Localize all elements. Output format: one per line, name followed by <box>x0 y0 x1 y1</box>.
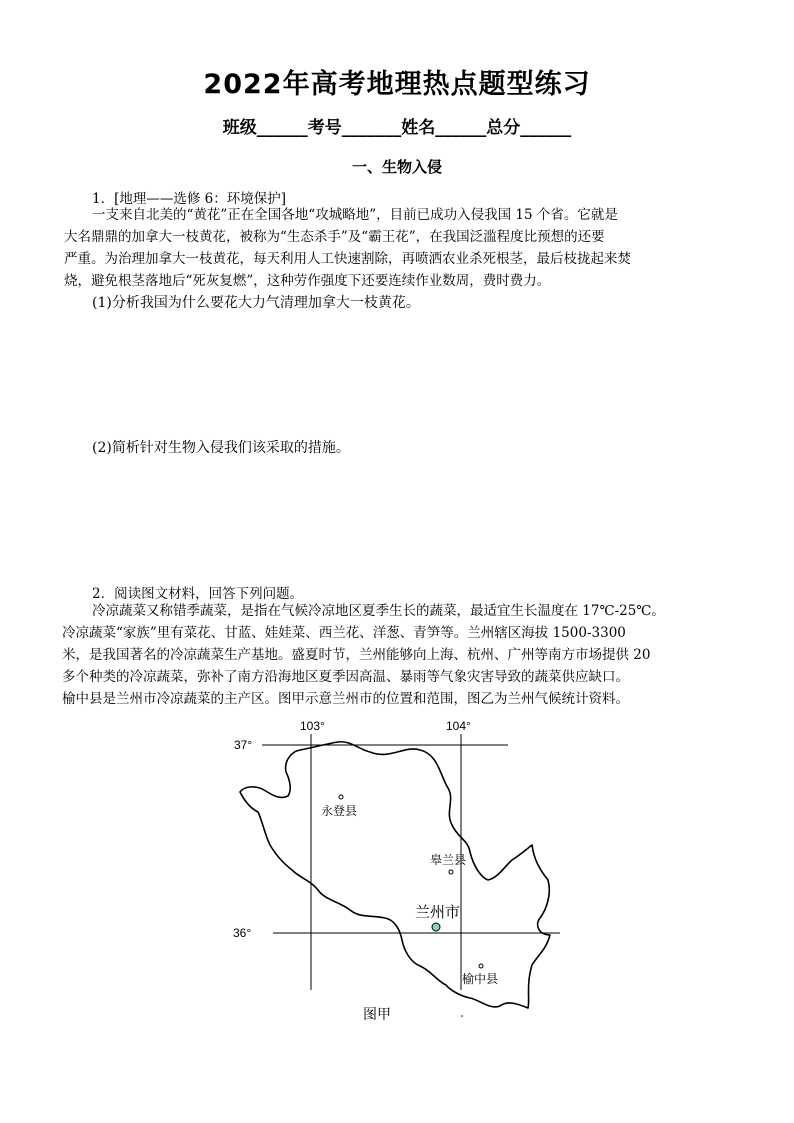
question-2-line-5: 榆中县是兰州市冷凉蔬菜的主产区。图甲示意兰州市的位置和范围，图乙为兰州气候统计资料。 <box>62 691 629 707</box>
question-1-sub-2: (2)简析针对生物入侵我们该采取的措施。 <box>92 440 350 456</box>
question-1-line-1: 一支来自北美的“黄花”正在全国各地“攻城略地”，目前已成功入侵我国 15 个省。它就是 <box>92 207 618 223</box>
gaolan-marker <box>449 870 453 874</box>
lanzhou-boundary <box>240 742 550 1008</box>
question-2-line-4: 多个种类的冷凉蔬菜，弥补了南方沿海地区夏季因高温、暴雨等气象灾害导致的蔬菜供应缺口。 <box>62 669 629 685</box>
question-1-line-4: 烧，避免根茎落地后“死灰复燃”，这种劳作强度下还要连续作业数周，费时费力。 <box>64 273 551 289</box>
lat-37-label: 37° <box>234 738 253 752</box>
lon-103-label: 103° <box>300 719 325 733</box>
yongdeng-label: 永登县 <box>321 804 358 818</box>
section-heading: 一、生物入侵 <box>351 158 442 176</box>
yuzhong-marker <box>479 964 483 968</box>
yongdeng-marker <box>339 795 343 799</box>
map-caption: 图甲 <box>363 1007 391 1023</box>
question-2-line-2: 冷凉蔬菜“家族”里有菜花、甘蓝、娃娃菜、西兰花、洋葱、青笋等。兰州辖区海拔 1500-3300 <box>62 625 626 641</box>
question-1-line-3: 严重。为治理加拿大一枝黄花，每天利用人工快速割除，再喷洒农业杀死根茎，最后枝拢起来焚 <box>64 251 631 267</box>
question-1-label: 1．[地理——选修 6：环境保护] <box>92 191 287 207</box>
gaolan-label: 皋兰县 <box>430 853 467 867</box>
question-2-line-1: 冷凉蔬菜又称错季蔬菜，是指在气候冷凉地区夏季生长的蔬菜，最适宜生长温度在 17℃-25℃。 <box>92 603 665 619</box>
page-title: 2022年高考地理热点题型练习 <box>203 69 591 100</box>
question-1-line-2: 大名鼎鼎的加拿大一枝黄花，被称为“生态杀手”及“霸王花”，在我国泛滥程度比预想的还要 <box>64 229 605 245</box>
lat-36-label: 36° <box>233 926 252 940</box>
question-1-sub-1: (1)分析我国为什么要花大力气清理加拿大一枝黄花。 <box>92 295 420 311</box>
lanzhou-city-marker <box>432 923 440 931</box>
yuzhong-label: 榆中县 <box>462 972 499 986</box>
question-2-line-3: 米，是我国著名的冷凉蔬菜生产基地。盛夏时节，兰州能够向上海、杭州、广州等南方市场提供 20 <box>62 647 651 663</box>
lanzhou-city-label: 兰州市 <box>415 903 461 921</box>
lon-104-label: 104° <box>446 719 471 733</box>
small-dot <box>461 1015 463 1017</box>
question-2-label: 2．阅读图文材料，回答下列问题。 <box>92 586 304 602</box>
student-info-line: 班级______考号_______姓名______总分______ <box>222 118 572 138</box>
